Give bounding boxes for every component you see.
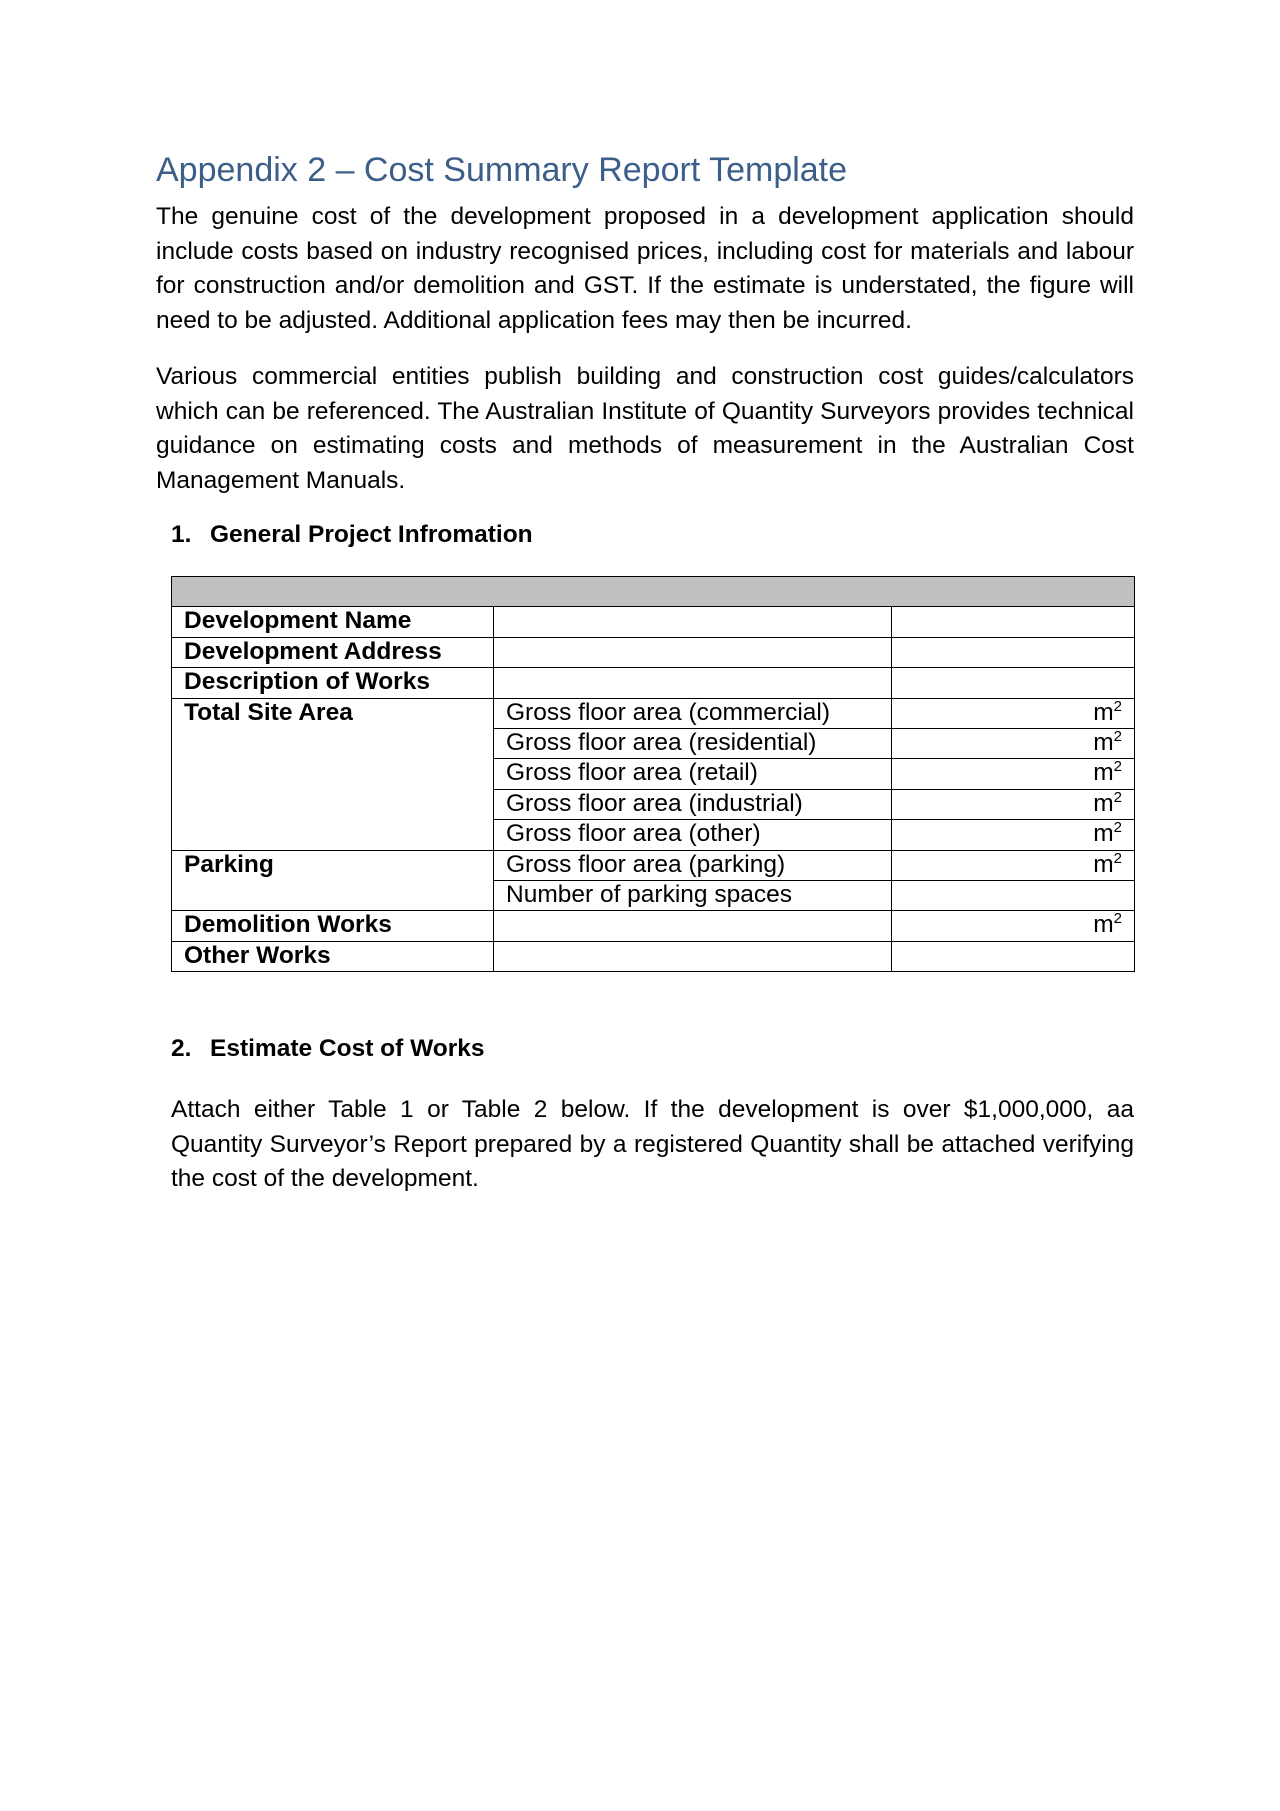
section-1-number: 1. bbox=[171, 521, 192, 548]
development-address-field[interactable] bbox=[494, 637, 892, 667]
gfa-parking-value[interactable] bbox=[892, 850, 1135, 880]
parking-spaces-label: Number of parking spaces bbox=[494, 880, 892, 910]
unit-exponent: 2 bbox=[1113, 910, 1123, 928]
section-1-title: General Project Infromation bbox=[210, 521, 533, 548]
other-works-label: Other Works bbox=[172, 941, 494, 971]
table-header-cell bbox=[172, 577, 1135, 607]
unit-exponent: 2 bbox=[1113, 819, 1123, 837]
development-address-value[interactable] bbox=[892, 637, 1135, 667]
gfa-residential-label: Gross floor area (residential) bbox=[494, 728, 892, 758]
other-works-value[interactable] bbox=[892, 941, 1135, 971]
development-name-field[interactable] bbox=[494, 607, 892, 637]
page-title: Appendix 2 – Cost Summary Report Template bbox=[156, 151, 848, 189]
section-1-heading bbox=[171, 520, 533, 550]
development-name-value[interactable] bbox=[892, 607, 1135, 637]
gfa-industrial-value[interactable] bbox=[892, 789, 1135, 819]
gfa-retail-value[interactable] bbox=[892, 759, 1135, 789]
parking-label: Parking bbox=[172, 850, 494, 911]
table-row bbox=[172, 637, 1135, 667]
unit-label: m bbox=[1093, 911, 1114, 939]
table-row bbox=[172, 941, 1135, 971]
attach-instructions-paragraph: Attach either Table 1 or Table 2 below. If the development is over $1,000,000, aa Quantity Surveyor’s Report prepared by a registered Quantity shall be attached verifying the cost of the development. bbox=[171, 1096, 1134, 1192]
gfa-commercial-value[interactable] bbox=[892, 698, 1135, 728]
gfa-parking-label: Gross floor area (parking) bbox=[494, 850, 892, 880]
table-row bbox=[172, 607, 1135, 637]
demolition-works-label: Demolition Works bbox=[172, 911, 494, 941]
gfa-retail-label: Gross floor area (retail) bbox=[494, 759, 892, 789]
unit-label: m bbox=[1093, 820, 1114, 848]
demolition-works-value[interactable] bbox=[892, 911, 1135, 941]
unit-label: m bbox=[1093, 850, 1114, 878]
gfa-other-label: Gross floor area (other) bbox=[494, 820, 892, 850]
unit-exponent: 2 bbox=[1113, 728, 1123, 745]
unit-label: m bbox=[1093, 789, 1114, 817]
intro-paragraph: The genuine cost of the development proposed in a development application should include costs based on industry recognised prices, including cost for materials and labour for construction and/or demolition and GST. If the estimate is understated, the figure will need to be adjusted. Additional application fees may then be incurred. bbox=[156, 203, 1134, 334]
demolition-works-field[interactable] bbox=[494, 911, 892, 941]
description-of-works-label: Description of Works bbox=[172, 668, 494, 698]
gfa-commercial-label: Gross floor area (commercial) bbox=[494, 698, 892, 728]
development-address-label: Development Address bbox=[172, 637, 494, 667]
table-header-row bbox=[172, 577, 1135, 607]
table-row bbox=[172, 668, 1135, 698]
unit-label: m bbox=[1093, 698, 1114, 726]
section-2-title: Estimate Cost of Works bbox=[210, 1035, 485, 1062]
table-row bbox=[172, 698, 1135, 728]
description-of-works-value[interactable] bbox=[892, 668, 1135, 698]
total-site-area-label: Total Site Area bbox=[172, 698, 494, 850]
development-name-label: Development Name bbox=[172, 607, 494, 637]
gfa-industrial-label: Gross floor area (industrial) bbox=[494, 789, 892, 819]
unit-exponent: 2 bbox=[1113, 758, 1123, 776]
section-2-heading bbox=[171, 1034, 485, 1064]
unit-exponent: 2 bbox=[1113, 850, 1123, 867]
unit-label: m bbox=[1093, 759, 1114, 787]
description-of-works-field[interactable] bbox=[494, 668, 892, 698]
table-row bbox=[172, 911, 1135, 941]
unit-exponent: 2 bbox=[1113, 789, 1123, 806]
other-works-field[interactable] bbox=[494, 941, 892, 971]
general-project-info-table bbox=[171, 576, 1135, 972]
section-2-number: 2. bbox=[171, 1035, 192, 1062]
gfa-residential-value[interactable] bbox=[892, 728, 1135, 758]
unit-label: m bbox=[1093, 728, 1114, 756]
unit-exponent: 2 bbox=[1113, 698, 1123, 715]
table-row bbox=[172, 850, 1135, 880]
parking-spaces-value[interactable] bbox=[892, 880, 1135, 910]
gfa-other-value[interactable] bbox=[892, 820, 1135, 850]
guidance-paragraph: Various commercial entities publish building and construction cost guides/calculators which can be referenced. The Australian Institute of Quantity Surveyors provides technical guidance on estimating costs and methods of measurement in the Australian Cost Management Manuals. bbox=[156, 363, 1134, 494]
